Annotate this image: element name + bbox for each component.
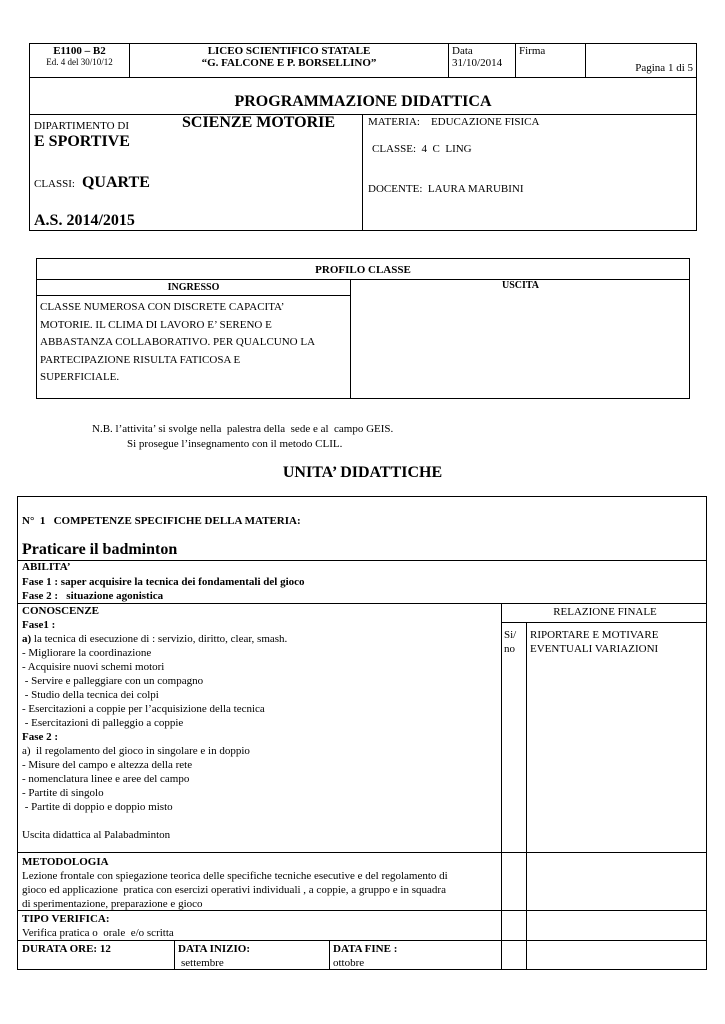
start-date-label: DATA INIZIO: bbox=[178, 943, 251, 955]
phase-1-item: - Migliorare la coordinazione bbox=[22, 647, 152, 659]
phase-1-item: - Esercitazioni a coppie per l’acquisizione della tecnica bbox=[22, 703, 265, 715]
programmazione-box bbox=[29, 77, 697, 231]
page-title: PROGRAMMAZIONE DIDATTICA bbox=[234, 93, 492, 110]
note-line-2: Si prosegue l’insegnamento con il metodo CLIL. bbox=[127, 438, 343, 450]
phase-2-label: Fase 2 : bbox=[22, 731, 59, 743]
teacher: DOCENTE: LAURA MARUBINI bbox=[368, 183, 524, 195]
competences-title: N° 1 COMPETENZE SPECIFICHE DELLA MATERIA: bbox=[22, 515, 301, 527]
document-code: E1100 – B2 bbox=[53, 45, 106, 57]
exit-header: USCITA bbox=[501, 280, 540, 291]
phase-1-item: - Servire e palleggiare con un compagno bbox=[22, 675, 204, 687]
school-subtitle: “G. FALCONE E P. BORSELLINO” bbox=[201, 57, 377, 69]
phase-2-item: - Misure del campo e altezza della rete bbox=[22, 759, 193, 771]
assessment-label: TIPO VERIFICA: bbox=[22, 913, 110, 925]
phase-1-a-marker: a) bbox=[22, 633, 32, 645]
entry-line: CLASSE NUMEROSA CON DISCRETE CAPACITA’ bbox=[40, 301, 285, 313]
note-line-1: N.B. l’attivita’ si svolge nella palestra della sede e al campo GEIS. bbox=[92, 423, 394, 435]
units-title: UNITA’ DIDATTICHE bbox=[282, 464, 443, 481]
entry-line: ABBASTANZA COLLABORATIVO. PER QUALCUNO LA bbox=[40, 336, 316, 348]
department-name-2: E SPORTIVE bbox=[34, 133, 130, 150]
phase-1-item: - Studio della tecnica dei colpi bbox=[22, 689, 159, 701]
classes-value: QUARTE bbox=[81, 174, 150, 191]
class-profile-box bbox=[36, 258, 690, 399]
unit-box bbox=[17, 496, 707, 970]
knowledge-list bbox=[22, 618, 497, 842]
department-name: SCIENZE MOTORIE bbox=[182, 114, 336, 131]
school-name: LICEO SCIENTIFICO STATALE bbox=[207, 45, 371, 57]
entry-line: MOTORIE. IL CLIMA DI LAVORO E’ SERENO E bbox=[40, 318, 272, 331]
end-date-label: DATA FINE : bbox=[333, 943, 398, 955]
entry-line: PARTECIPAZIONE RISULTA FATICOSA E bbox=[40, 353, 241, 366]
phase-1-a bbox=[22, 632, 497, 646]
date-value: 31/10/2014 bbox=[452, 57, 503, 69]
classes-label: CLASSI: bbox=[34, 178, 75, 190]
start-date-value: settembre bbox=[181, 957, 224, 969]
phase-2-item: - Partite di singolo bbox=[22, 787, 104, 799]
assessment-text: Verifica pratica o orale e/o scritta bbox=[22, 927, 174, 939]
signature-label: Firma bbox=[519, 45, 546, 57]
methodology-line: di sperimentazione, preparazione e gioco bbox=[22, 898, 203, 910]
methodology-text bbox=[22, 869, 500, 911]
duration: DURATA ORE: 12 bbox=[22, 943, 111, 955]
phase-2-item: - nomenclatura linee e aree del campo bbox=[22, 773, 190, 785]
knowledge-label: CONOSCENZE bbox=[22, 605, 100, 617]
page-number: Pagina 1 di 5 bbox=[635, 62, 693, 74]
class-profile-title: PROFILO CLASSE bbox=[315, 264, 411, 276]
department-label: DIPARTIMENTO DI bbox=[34, 120, 129, 132]
subject: MATERIA: EDUCAZIONE FISICA bbox=[368, 116, 540, 128]
phase-1-item: - Esercitazioni di palleggio a coppie bbox=[22, 717, 184, 729]
report-instructions: RIPORTARE E MOTIVARE EVENTUALI VARIAZIONI bbox=[530, 629, 659, 655]
phase-2-item: - Partite di doppio e doppio misto bbox=[22, 801, 173, 813]
end-date-value: ottobre bbox=[333, 957, 365, 969]
header-table bbox=[29, 43, 697, 78]
entry-header: INGRESSO bbox=[167, 282, 220, 293]
phase-1-item: - Acquisire nuovi schemi motori bbox=[22, 661, 165, 673]
classes bbox=[34, 174, 150, 192]
edition: Ed. 4 del 30/10/12 bbox=[46, 57, 113, 67]
field-trip: Uscita didattica al Palabadminton bbox=[22, 829, 171, 841]
skills-label: ABILITA’ bbox=[22, 561, 71, 573]
school-year: A.S. 2014/2015 bbox=[34, 212, 135, 229]
skills-phase-2: Fase 2 : situazione agonistica bbox=[22, 590, 164, 602]
class: CLASSE: 4 C LING bbox=[372, 143, 472, 155]
unit-heading: Praticare il badminton bbox=[22, 541, 178, 558]
date-label: Data bbox=[452, 45, 473, 57]
entry-text bbox=[40, 299, 315, 387]
final-report-header: RELAZIONE FINALE bbox=[553, 606, 657, 618]
entry-line: SUPERFICIALE. bbox=[40, 371, 120, 383]
phase-1-a-text: la tecnica di esecuzione di : servizio, diritto, clear, smash. bbox=[31, 633, 288, 645]
methodology-line: Lezione frontale con spiegazione teorica delle specifiche tecniche esecutive e del regolamento di bbox=[22, 870, 448, 882]
methodology-line: gioco ed applicazione pratica con esercizi operativi individuali , a coppie, a gruppo e in squadra bbox=[22, 884, 446, 896]
phase-2-item: a) il regolamento del gioco in singolare e in doppio bbox=[22, 745, 250, 757]
phase-1-label: Fase1 : bbox=[22, 619, 56, 631]
yes-no-label: Si/ no bbox=[504, 629, 517, 655]
methodology-label: METODOLOGIA bbox=[22, 856, 109, 868]
skills-phase-1: Fase 1 : saper acquisire la tecnica dei fondamentali del gioco bbox=[22, 576, 305, 588]
